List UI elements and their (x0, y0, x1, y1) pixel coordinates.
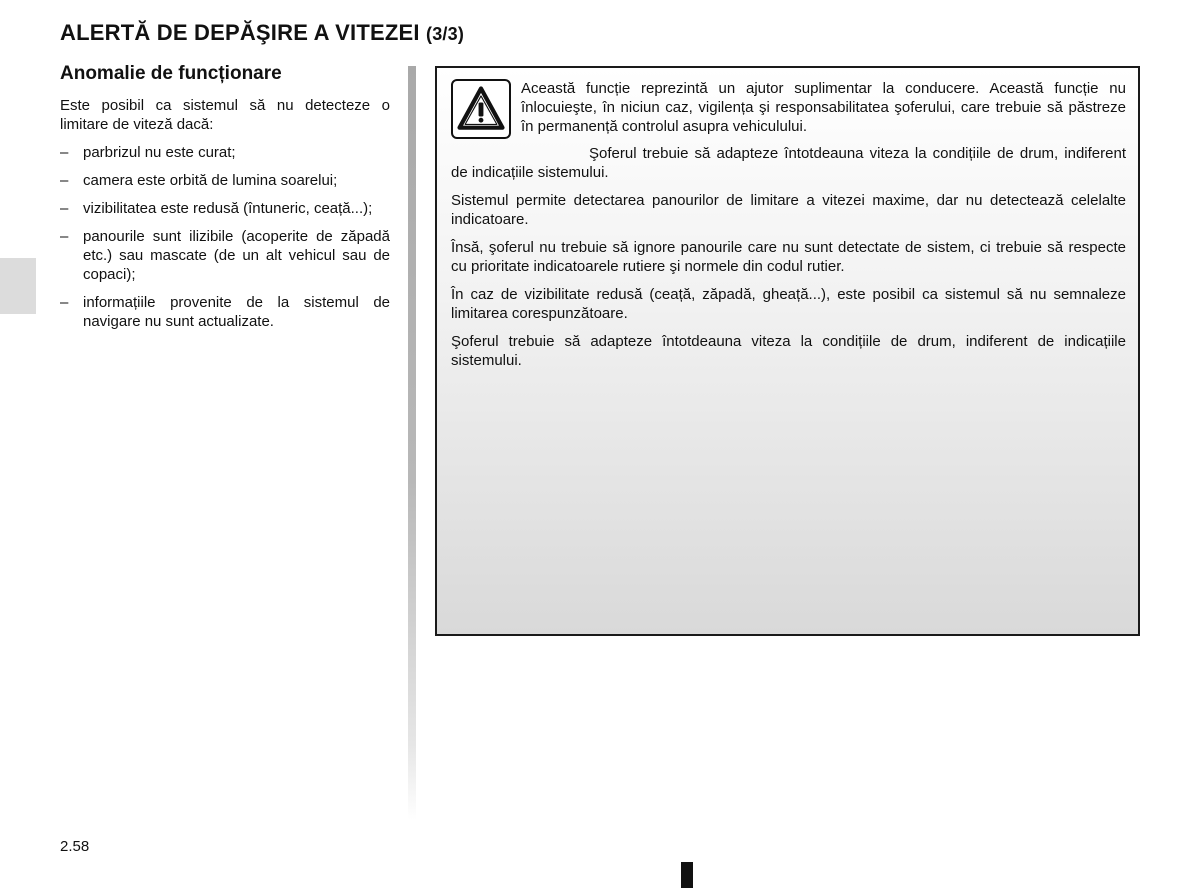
warning-paragraph: Şoferul trebuie să adapteze întotdeauna viteza la condițiile de drum, indiferent de indicațiile sistemului. (451, 333, 1126, 369)
condition-list (60, 143, 390, 331)
page-title (60, 20, 464, 46)
section-title: Anomalie de funcționare (60, 63, 282, 84)
warning-box (435, 66, 1140, 636)
list-item: – panourile sunt ilizibile (acoperite de zăpadă etc.) sau mascate (de un alt vehicul sau de copaci); (60, 227, 390, 284)
warning-paragraph: Această funcție reprezintă un ajutor suplimentar la conducere. Această funcție nu înlocuieşte, în niciun caz, vigilența şi responsabilitatea şoferului, care trebuie să păstreze în permanență controlul asupra vehiculului. (521, 80, 1126, 135)
page-title-text: ALERTĂ DE DEPĂŞIRE A VITEZEI (60, 20, 420, 45)
warning-paragraph: În caz de vizibilitate redusă (ceață, zăpadă, gheață...), este posibil ca sistemul să nu semnaleze limitarea corespunzătoare. (451, 286, 1126, 322)
list-item: – informațiile provenite de la sistemul de navigare nu sunt actualizate. (60, 293, 390, 331)
warning-paragraph: Însă, şoferul nu trebuie să ignore panourile care nu sunt detectate de sistem, ci trebuie să respecte cu prioritate indicatoarele rutiere şi normele din codul rutier. (451, 239, 1126, 275)
list-item: – parbrizul nu este curat; (60, 143, 390, 162)
warning-triangle-icon (451, 79, 511, 139)
warning-paragraph: Sistemul permite detectarea panourilor de limitare a vitezei maxime, dar nu detectează celelalte indicatoare. (451, 192, 1126, 228)
column-divider (408, 66, 416, 820)
intro-text: Este posibil ca sistemul să nu detecteze o limitare de viteză dacă: (60, 97, 390, 133)
chapter-tab (0, 258, 36, 314)
page-part-indicator: (3/3) (426, 24, 465, 44)
list-item: – vizibilitatea este redusă (întuneric, ceață...); (60, 199, 390, 218)
page-marker (681, 862, 693, 888)
left-column (60, 62, 390, 340)
page-number: 2.58 (60, 838, 90, 855)
warning-paragraph: Şoferul trebuie să adapteze întotdeauna viteza la condițiile de drum, indiferent de indicațiile sistemului. (451, 145, 1126, 181)
list-item: – camera este orbită de lumina soarelui; (60, 171, 390, 190)
